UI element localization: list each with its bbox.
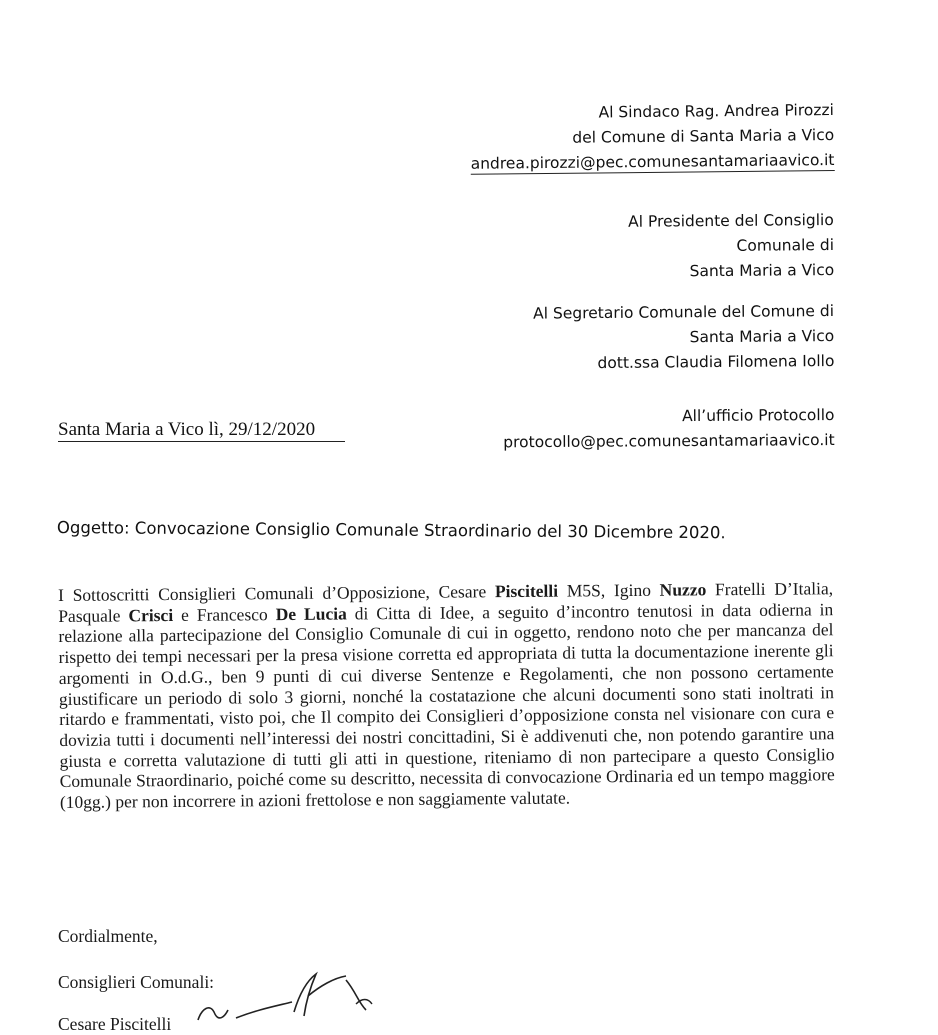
sindaco-email[interactable]: andrea.pirozzi@pec.comunesantamariaavico.it bbox=[470, 150, 835, 173]
subject-line: Oggetto: Convocazione Consiglio Comunale Straordinario del 30 Dicembre 2020. bbox=[56, 518, 726, 543]
protocollo-email[interactable]: protocollo@pec.comunesantamariaavico.it bbox=[502, 430, 835, 452]
place-date bbox=[58, 419, 345, 442]
segretario-line-2: Santa Maria a Vico bbox=[689, 326, 835, 347]
place-day: Santa Maria a Vico lì, 29 bbox=[58, 419, 248, 440]
closing: Cordialmente, bbox=[58, 926, 158, 946]
presidente-line-2: Comunale di bbox=[736, 235, 835, 255]
body-paragraph bbox=[58, 578, 835, 812]
presidente-line-1: Al Presidente del Consiglio bbox=[628, 210, 835, 231]
sindaco-line-2: del Comune di Santa Maria a Vico bbox=[572, 125, 835, 147]
body-part-3: Fratelli D’Italia, Pasquale bbox=[58, 578, 834, 626]
signers-label: Consiglieri Comunali: bbox=[58, 972, 215, 992]
date-month-year: /12/2020 bbox=[247, 419, 316, 440]
segretario-line-1: Al Segretario Comunale del Comune di bbox=[533, 301, 835, 323]
recipient-sindaco bbox=[470, 98, 835, 177]
body-part-4: e Francesco bbox=[173, 603, 276, 625]
segretario-line-3: dott.ssa Claudia Filomena Iollo bbox=[597, 351, 835, 373]
body-part-5: di Citta di Idee, a seguito d’incontro tenutosi in data odierna in relazione alla partecipazione del Consiglio Comunale di cui in oggetto, rendono noto che per mancanza del rispetto dei tempi necessari per la presa visione corretta ed appropriata di tutta la documentazione inerente gli argomenti in O.d.G., ben 9 punti di cui diverse Sentenze e Regolamenti, che non possono certamente giustificare un periodo di solo 3 giorni, nonché la costatazione che alcuni documenti sono stati inoltrati in ritardo e frammentati, visto poi, che Il compito dei Consiglieri d’opposizione consta nel visionare con cura e dovizia tutti i documenti nell’interessi dei nostri concittadini, Si è addivenuti che, non potendo garantire una giusta e corretta valutazione di tutti gli atti in questione, riteniamo di non partecipare a questo Consiglio Comunale Straordinario, poiché come su descritto, necessita di convocazione Ordinaria ed un tempo maggiore (10gg.) per non incorrere in azioni frettolose e non saggiamente valutate. bbox=[58, 598, 835, 813]
sindaco-line-1: Al Sindaco Rag. Andrea Pirozzi bbox=[598, 100, 835, 122]
body-part-1: I Sottoscritti Consiglieri Comunali d’Opposizione, Cesare bbox=[58, 581, 495, 605]
signer-name-partial: Cesare Piscitelli bbox=[58, 1014, 172, 1034]
recipient-presidente bbox=[628, 208, 834, 285]
handwritten-signature bbox=[196, 968, 396, 1028]
protocollo-line-1: All’ufficio Protocollo bbox=[681, 405, 835, 426]
body-name-4: De Lucia bbox=[275, 603, 347, 624]
recipient-protocollo bbox=[503, 403, 835, 455]
body-name-2: Nuzzo bbox=[659, 579, 707, 600]
presidente-line-3: Santa Maria a Vico bbox=[689, 260, 835, 281]
body-name-3: Crisci bbox=[128, 604, 174, 626]
body-part-2: M5S, Igino bbox=[557, 579, 660, 601]
recipient-segretario bbox=[533, 299, 835, 377]
body-name-1: Piscitelli bbox=[494, 580, 559, 602]
